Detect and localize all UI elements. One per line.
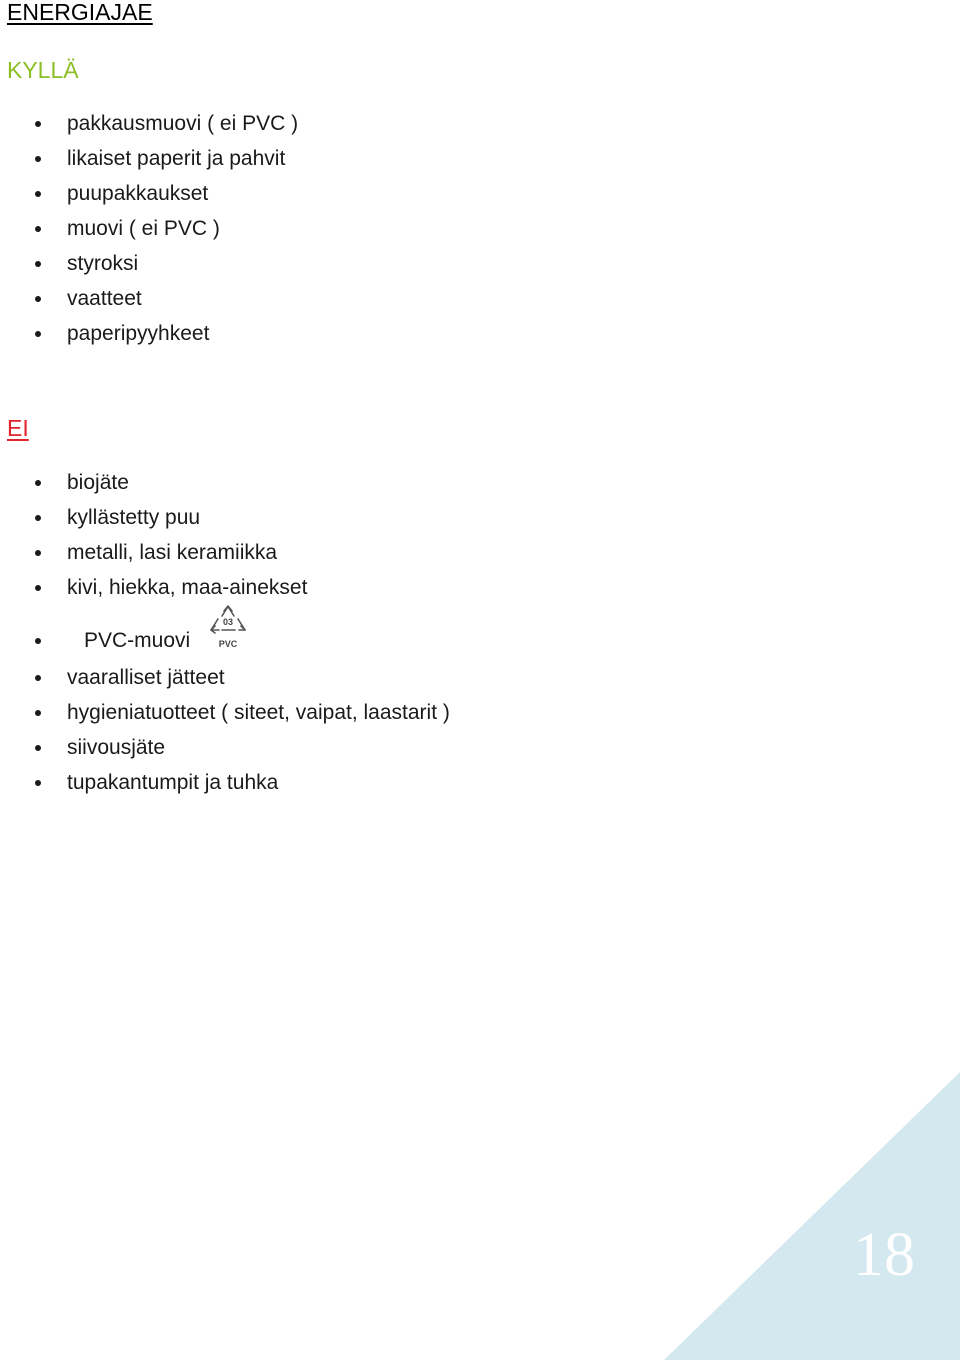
bullet-icon bbox=[35, 745, 41, 751]
bullet-icon bbox=[35, 480, 41, 486]
page-title: ENERGIAJAE bbox=[7, 0, 153, 25]
list-item-label: muovi ( ei PVC ) bbox=[67, 217, 220, 240]
list-item-label: hygieniatuotteet ( siteet, vaipat, laastarit ) bbox=[67, 701, 450, 724]
bullet-icon bbox=[35, 585, 41, 591]
bullet-icon bbox=[35, 710, 41, 716]
bullet-icon bbox=[35, 638, 41, 644]
bullet-icon bbox=[35, 121, 41, 127]
list-item-label: puupakkaukset bbox=[67, 182, 209, 205]
page-number: 18 bbox=[853, 1221, 915, 1289]
bullet-icon bbox=[35, 515, 41, 521]
list-item-label: metalli, lasi keramiikka bbox=[67, 541, 278, 564]
list-item-label: kyllästetty puu bbox=[67, 506, 201, 529]
bullet-icon bbox=[35, 226, 41, 232]
list-item-label: pakkausmuovi ( ei PVC ) bbox=[67, 112, 299, 135]
list-item-label: tupakantumpit ja tuhka bbox=[67, 771, 279, 794]
recycle-pvc-icon bbox=[208, 605, 248, 653]
list-item-label: kivi, hiekka, maa-ainekset bbox=[67, 576, 308, 599]
list-item-label: likaiset paperit ja pahvit bbox=[67, 147, 286, 170]
list-item-label: paperipyyhkeet bbox=[67, 322, 210, 345]
bullet-icon bbox=[35, 261, 41, 267]
bullet-icon bbox=[35, 191, 41, 197]
bullet-icon bbox=[35, 156, 41, 162]
recycle-code: 03 bbox=[222, 617, 234, 627]
section-heading-yes: KYLLÄ bbox=[7, 57, 79, 83]
bullet-icon bbox=[35, 675, 41, 681]
list-item-label: siivousjäte bbox=[67, 736, 166, 759]
bullet-icon bbox=[35, 550, 41, 556]
recycle-label: PVC bbox=[218, 639, 238, 649]
bullet-icon bbox=[35, 331, 41, 337]
list-item-label: PVC-muovi bbox=[84, 629, 191, 652]
list-item-label: vaatteet bbox=[67, 287, 142, 310]
bullet-icon bbox=[35, 780, 41, 786]
list-item-label: vaaralliset jätteet bbox=[67, 666, 225, 689]
list-item-label: styroksi bbox=[67, 252, 139, 275]
bullet-icon bbox=[35, 296, 41, 302]
section-heading-no: EI bbox=[7, 415, 29, 441]
list-item-label: biojäte bbox=[67, 471, 129, 494]
